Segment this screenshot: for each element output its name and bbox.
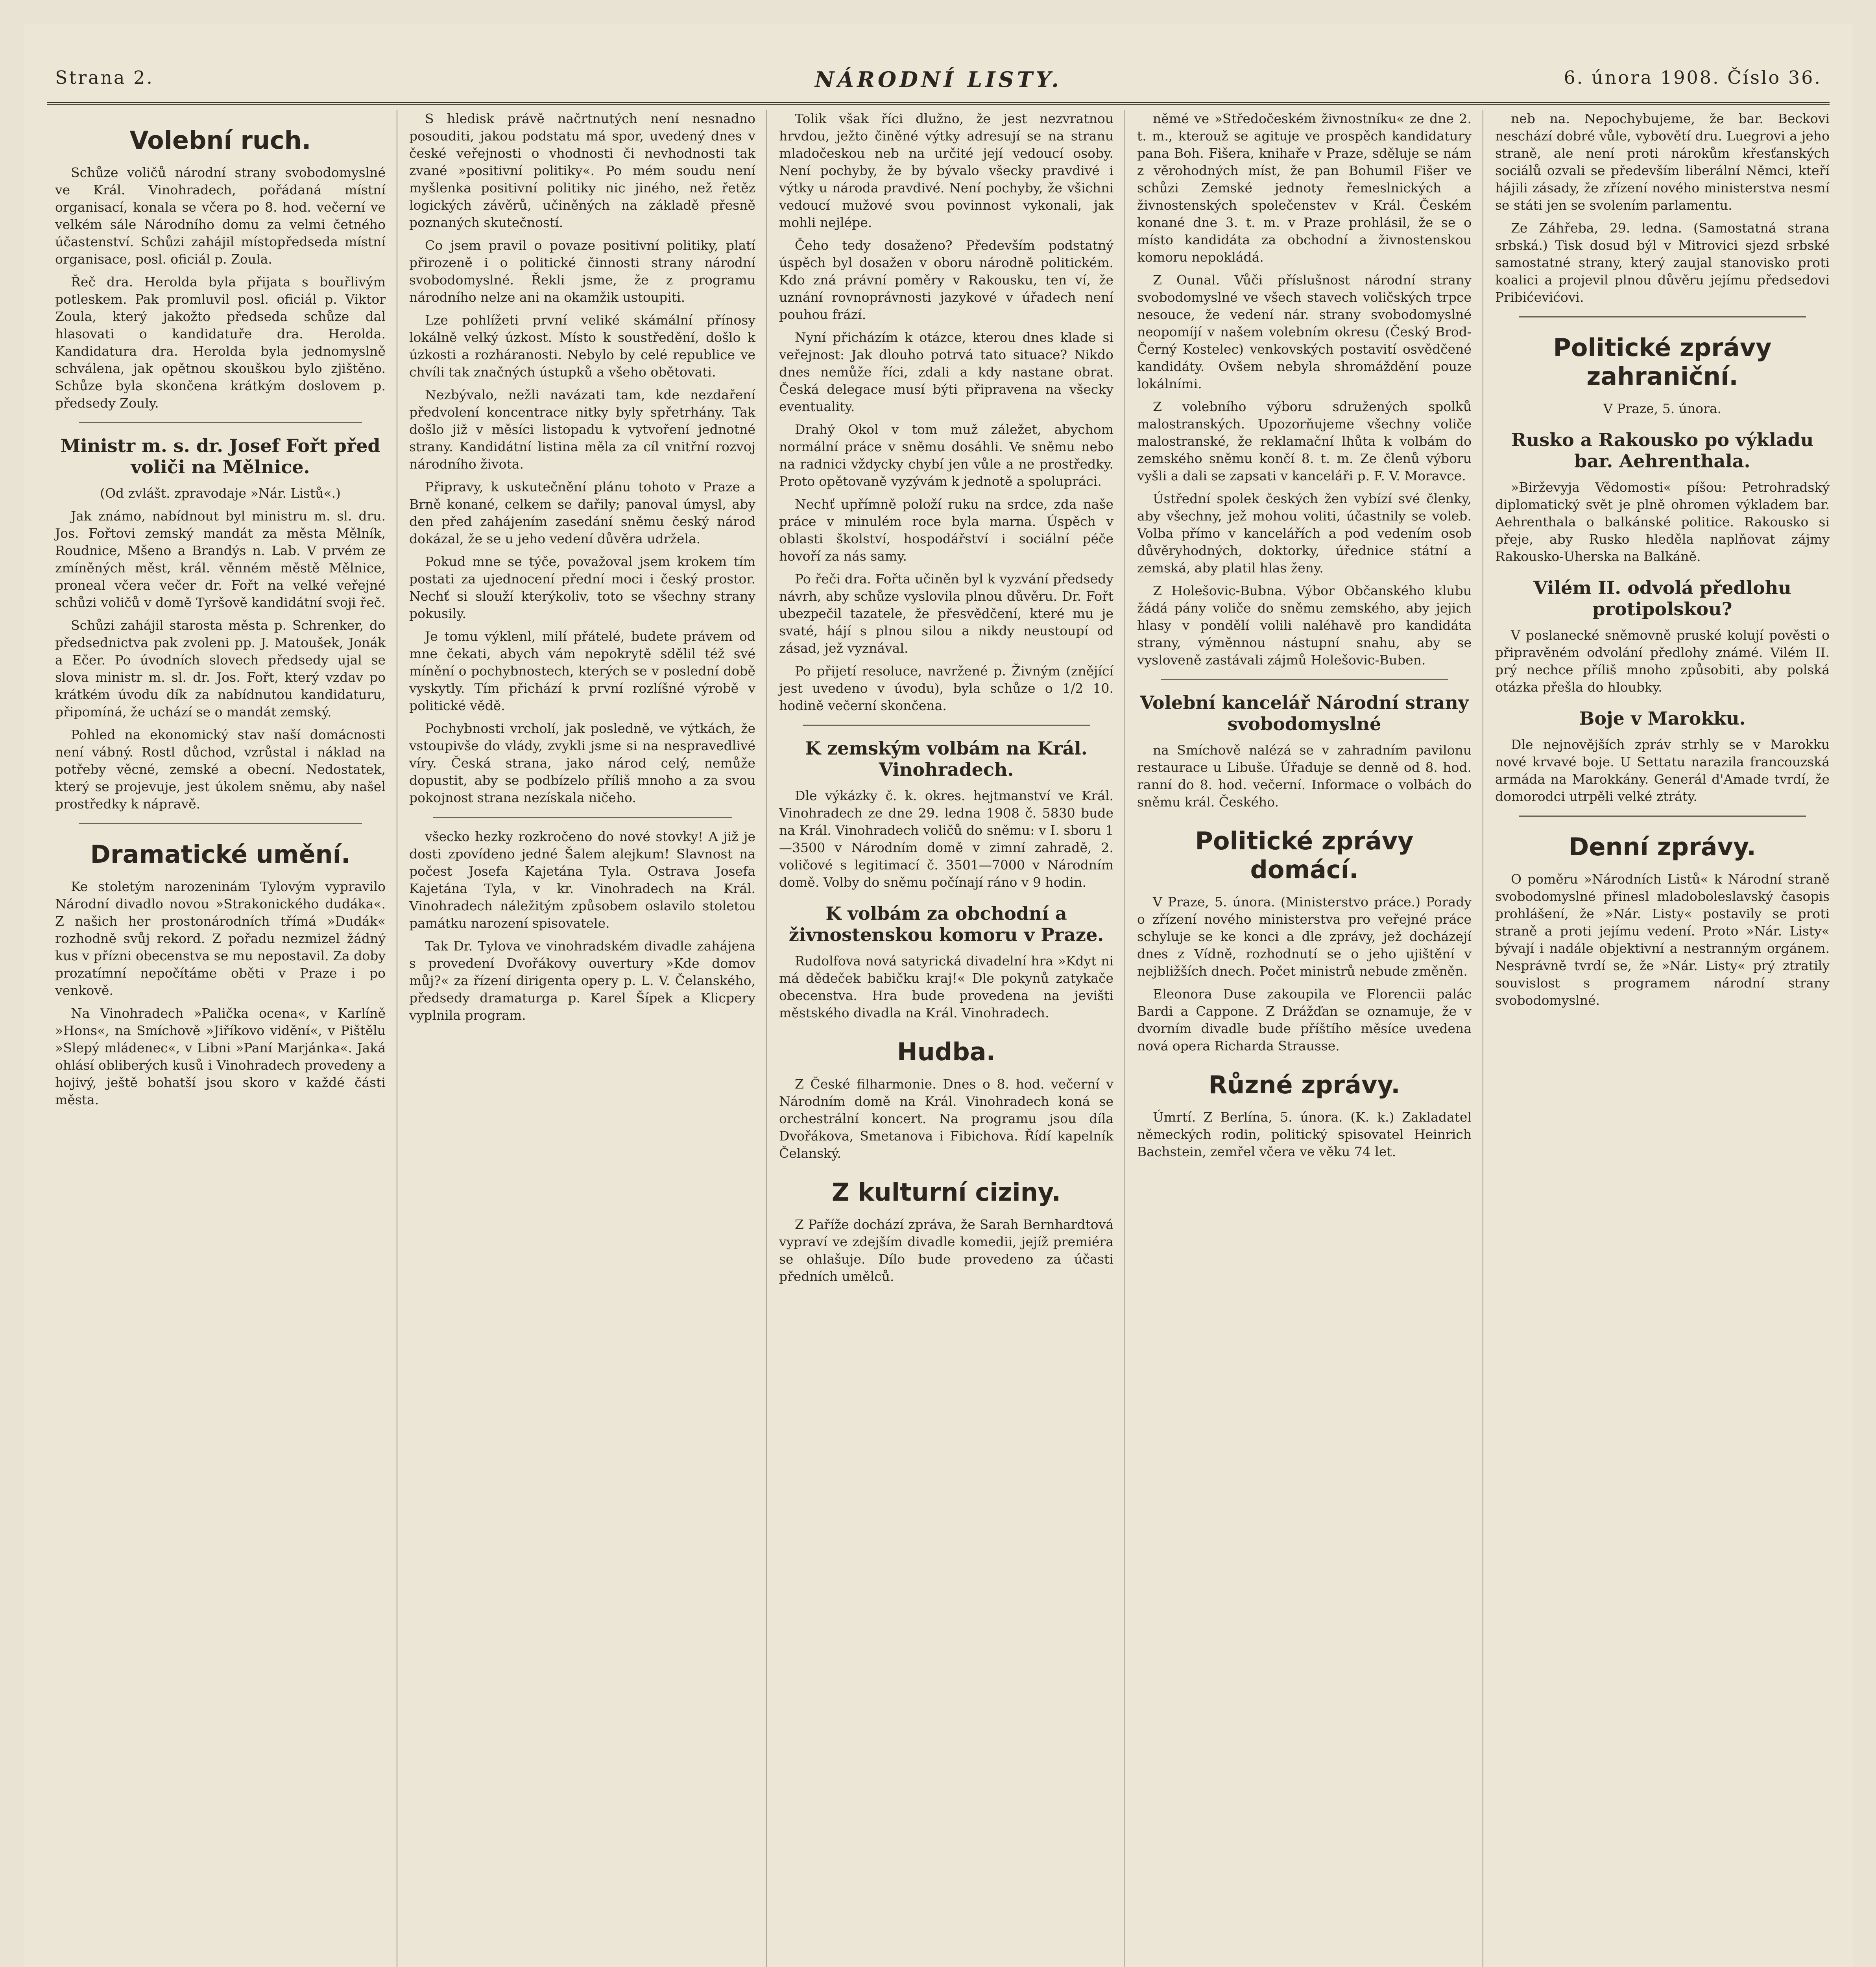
article-paragraph: Řeč dra. Herolda byla přijata s bouřlivým potleskem. Pak promluvil posl. oficiál p. Viktor Zoula, který jakožto předseda schůze dal hlasovati o kandidatuře dra. Herolda. Kandidatura dra. Herolda byla jednomyslně schválena, jak opětnou skouškou bylo zjištěno. Schůze byla skončena krátkým doslovem p. předsedy Zouly.: [55, 274, 386, 411]
article-paragraph: Z České filharmonie. Dnes o 8. hod. večerní v Národním domě na Král. Vinohradech koná se orchestrální koncert. Na programu jsou díla Dvořákova, Smetanova i Fibichova. Řídí kapelník Čelanský.: [779, 1076, 1113, 1161]
article-heading: K zemským volbám na Král. Vinohradech.: [805, 738, 1088, 780]
article-paragraph: němé ve »Středočeském živnostníku« ze dne 2. t. m., kterouž se agituje ve prospěch kandidatury pana Boh. Fišera, knihaře v Praze, sděluje se nám z věrohodných míst, že pan Bohumil Fišer ve schůzi Zemské jednoty řemeslnických a živnostenských společenstev v Král. Českém konané dne 3. t. m. v Praze prohlásil, že se o místo kandidáta za obchodní a živnostenskou komoru nepokládá.: [1137, 111, 1472, 265]
article-paragraph: Je tomu výklenl, milí přátelé, budete právem od mne čekati, abych vám nepokrytě sdělil též své mínění o pochybnostech, kterých se v poslední době vyskytly. Tím přichází k první rozlíšné výrobě v politické vědě.: [409, 629, 755, 713]
article-paragraph: Rudolfova nová satyrická divadelní hra »Kdyt ni má dědeček babičku kraj!« Dle pokynů zatykače obecenstva. Hra bude provedena na jevišti městského divadla na Král. Vinohradech.: [779, 953, 1113, 1020]
newspaper-page: [24, 24, 1853, 1967]
article-separator: [1519, 316, 1806, 317]
article-heading: Volební kancelář Národní strany svobodomyslné: [1140, 692, 1469, 734]
article-paragraph: Dle výkázky č. k. okres. hejtmanství ve Král. Vinohradech ze dne 29. ledna 1908 č. 5830 bude na Král. Vinohradech voličů do sněmu: v I. sboru 1—3500 v Národním domě v zimní zahradě, 2. voličové s legitimací č. 3501—7000 v Národním domě. Volby do sněmu počínají ráno v 9 hodin.: [779, 788, 1113, 890]
article-paragraph: Úmrtí. Z Berlína, 5. února. (K. k.) Zakladatel německých rodin, politický spisovatel Heinrich Bachstein, zemřel včera ve věku 74 let.: [1137, 1109, 1472, 1159]
article-separator: [79, 823, 362, 824]
article-dateline: V Praze, 5. února.: [1603, 401, 1722, 416]
article-paragraph: Drahý Okol v tom muž záležet, abychom normální práce v sněmu dosáhli. Ve sněmu nebo na radnici vždycky chybí jen vůle a ne prostředky. Proto opětovaně vyzývám k jednotě a spolupráci.: [779, 422, 1113, 489]
article-paragraph: V poslanecké sněmovně pruské kolují pověsti o připravěném odvolání předlohy známé. Vilém II. prý nechce příliš mnoho způsobiti, aby polská otázka přešla do hloubky.: [1495, 627, 1830, 695]
article-paragraph: Co jsem pravil o povaze positivní politiky, platí přirozeně i o politické činnosti strany národní svobodomyslné. Řekli jsme, že z programu národního nelze ani na okamžik ustoupiti.: [409, 238, 755, 305]
article-separator: [803, 725, 1090, 726]
article-paragraph: »Birževyja Vědomosti« píšou: Petrohradský diplomatický svět je plně ohromen výkladem bar. Aehrenthala o balkánské politice. Rakousko si přeje, aby Rusko hleděla naplňovat zájmy Rakousko-Uherska na Balkáně.: [1495, 480, 1830, 564]
newspaper-title: NÁRODNÍ LISTY.: [814, 67, 1062, 92]
column-1: [47, 110, 393, 1967]
article-heading: Vilém II. odvolá předlohu protipolskou?: [1533, 577, 1791, 620]
article-paragraph: Z Ounal. Vůči příslušnost národní strany svobodomyslné ve všech stavech voličských trpce nesouce, že vedení nár. strany svobodomyslné neopomíjí v našem volebním okresu (Český Brod-Černý Kostelec) venkovských postavití osvědčené kandidáty. Ovšem nebyla shromáždění pouze lokálními.: [1137, 272, 1472, 391]
article-heading: Různé zprávy.: [1208, 1070, 1400, 1099]
article-paragraph: V Praze, 5. února. (Ministerstvo práce.) Porady o zřízení nového ministerstva pro veřejné práce schyluje se ke konci a dle zprávy, jež docházejí dnes z Vídně, rozhodnutí se o jeho ujištění v nejbližších dnech. Počet ministrů nebude změněn.: [1137, 894, 1472, 979]
article-paragraph: Čeho tedy dosaženo? Především podstatný úspěch byl dosažen v oboru národně politickém. Kdo zná právní poměry v Rakousku, ten ví, že uznání rovnoprávnosti jazykové v úřadech není pouhou frází.: [779, 238, 1113, 322]
article-paragraph: Připravy, k uskutečnění plánu tohoto v Praze a Brně konané, celkem se dařily; panoval úmysl, aby den před zahájením zasedání sněmu český národ dokázal, že se u jeho vedení důvěra udržela.: [409, 479, 755, 546]
article-paragraph: Lze pohlížeti první veliké skámální přínosy lokálně velký úzkost. Místo k soustředění, došlo k úzkosti a rozháranosti. Nebylo by celé republice ve chvíli tak značných ústupků a všeho obětovati.: [409, 312, 755, 380]
article-paragraph: Eleonora Duse zakoupila ve Florencii palác Bardi a Cappone. Z Drážďan se oznamuje, že v dvorním divadle bude příštího měsíce uvedena nová opera Richarda Strausse.: [1137, 986, 1472, 1054]
article-paragraph: Jak známo, nabídnout byl ministru m. sl. dru. Jos. Fořtovi zemský mandát za města Mělník, Roudnice, Mšeno a Brandýs n. Lab. V prvém ze zmíněných měst, král. věnném městě Mělnice, proneal včera večer dr. Fořt na velké veřejné schůzi voličů v domě Tyršově kandidátní svoji řeč.: [55, 508, 386, 610]
article-paragraph: Nyní přicházím k otázce, kterou dnes klade si veřejnost: Jak dlouho potrvá tato situace? Nikdo dnes nemůže říci, zdali a kdy nastane obrat. Česká delegace musí býti připravena na všecky eventuality.: [779, 330, 1113, 414]
article-heading: Ministr m. s. dr. Josef Fořt před voliči na Mělnice.: [60, 435, 380, 478]
page-number: Strana 2.: [55, 67, 154, 88]
article-paragraph: Z Holešovic-Bubna. Výbor Občanského klubu žádá pány voliče do sněmu zemského, aby jejich hlasy v pondělí volili naléhavě pro kandidáta strany, výměnnou nástupní snahu, aby se vysloveně zastávali zájmů Holešovic-Buben.: [1137, 583, 1472, 668]
article-subtitle: (Od zvlášt. zpravodaje »Nár. Listů«.): [100, 485, 341, 501]
article-heading: Boje v Marokku.: [1579, 708, 1746, 729]
article-paragraph: na Smíchově nalézá se v zahradním pavilonu restaurace u Libuše. Úřaduje se denně od 8. hod. ranní do 8. hod. večerní. Informace o volbách do sněmu král. Českého.: [1137, 742, 1472, 810]
article-paragraph: Pohled na ekonomický stav naší domácnosti není vábný. Rostl důchod, vzrůstal i náklad na potřeby věcné, zemské a obecní. Nedostatek, který se projevuje, jest úkolem sněmu, aby našel prostředky k nápravě.: [55, 727, 386, 812]
article-paragraph: Na Vinohradech »Palička ocena«, v Karlíně »Hons«, na Smíchově »Jiříkovo vidění«, v Pištělu »Slepý mládenec«, v Libni »Paní Marjánka«. Jaká ohlásí obliberých kusů i Vinohradech provedeny a hojivý, ještě bohatší jsou skoro v každé části města.: [55, 1006, 386, 1107]
article-paragraph: neb na. Nepochybujeme, že bar. Beckovi neschází dobré vůle, vybovětí dru. Luegrovi a jeho straně, ale není proti nárokům křesťanských sociálů ozvali se především liberální Němci, kteří hájili zásady, že zřízení nového ministerstva nesmí se státi jen se svolením parlamentu.: [1495, 111, 1830, 213]
article-paragraph: Tak Dr. Tylova ve vinohradském divadle zahájena s provedení Dvořákovy ouvertury »Kde domov můj?« za řízení dirigenta opery p. L. V. Čelanského, předsedy dramaturga p. Karel Šípek a Klicpery vyplnila program.: [409, 938, 755, 1023]
article-paragraph: Ústřední spolek českých žen vybízí své členky, aby všechny, jež mohou voliti, účastnily se voleb. Volba přímo v kancelářích a pod vedením osob důvěryhodných, doktorky, úřednice státní a zemská, aby platil hlas ženy.: [1137, 491, 1472, 576]
article-paragraph: S hledisk právě načrtnutých není nesnadno posouditi, jakou podstatu má spor, uvedený dnes v české veřejnosti o vhodnosti či nevhodnosti tak zvané »positivní politiky«. Po mém soudu není myšlenka positivní politiky nic jiného, než řetěz logických závěrů, učiněných na základě přesně poznaných skutečností.: [409, 111, 755, 230]
article-heading: Rusko a Rakousko po výkladu bar. Aehrenthala.: [1511, 429, 1814, 472]
article-paragraph: Po řeči dra. Fořta učiněn byl k vyzvání předsedy návrh, aby schůze vyslovila plnou důvěru. Dr. Fořt ubezpečil tazatele, že přesvědčení, které mu je svaté, hájí s plnou silou a nikdy neustoupí od zásad, jež vyznával.: [779, 571, 1113, 656]
article-paragraph: Pochybnosti vrcholí, jak posledně, ve výtkách, že vstoupivše do vlády, zvykli jsme si na nespravedlivé víry. Česká strana, jako národ celý, nemůže dopustit, aby se podbízelo příliš mnoho a za svou pokojnost strana nezískala ničeho.: [409, 721, 755, 805]
article-paragraph: Z volebního výboru sdružených spolků malostranských. Upozorňujeme všechny voliče malostranské, že reklamační lhůta k volbám do zemského sněmu končí 8. t. m. Ze členů výboru vyšli a dali se zapsati v kanceláři p. F. V. Moravce.: [1137, 399, 1472, 483]
article-paragraph: Nechť upřímně položí ruku na srdce, zda naše práce v minulém roce byla marna. Úspěch v oblasti školství, hospodářství i sociální péče hovoří za nás samy.: [779, 496, 1113, 564]
column-divider: [1124, 110, 1125, 1967]
column-4: [1129, 110, 1479, 1967]
article-separator: [79, 422, 362, 423]
article-heading: Dramatické umění.: [90, 840, 351, 869]
article-heading: Politické zprávy zahraniční.: [1553, 333, 1772, 391]
column-divider: [766, 110, 767, 1967]
article-paragraph: Ze Záhřeba, 29. ledna. (Samostatná strana srbská.) Tisk dosud býl v Mitrovici sjezd srbské samostatné strany, který zaujal stanovisko proti koalici a projevil plnou důvěru jejímu předsedovi Pribićevićovi.: [1495, 220, 1830, 305]
article-paragraph: Ke stoletým narozeninám Tylovým vypravilo Národní divadlo novou »Strakonického dudáka«. Z našich her prostonárodních třímá »Dudák« rozhodně svůj rekord. Z pořadu nezmizel žádný kus v přízni obecenstva se mu nepostavil. Za doby prozatímní nepočítáme oběti v Praze i po venkově.: [55, 879, 386, 998]
issue-date: 6. února 1908. Číslo 36.: [1564, 67, 1822, 88]
article-paragraph: Dle nejnovějších zpráv strhly se v Marokku nové krvavé boje. U Settatu narazila francouzská armáda na Marokkány. Generál d'Amade tvrdí, že domorodci utrpěli velké ztráty.: [1495, 737, 1830, 804]
article-paragraph: všecko hezky rozkročeno do nové stovky! A již je dosti zpovídeno jedné Šalem alejkum! Slavnost na počest Josefa Kajetána Tyla. Ostrava Josefa Kajetána Tyla, v kr. Vinohradech na Král. Vinohradech náležitým způsobem oslavilo stoletou památku narození spisovatele.: [409, 829, 755, 931]
article-heading: Politické zprávy domácí.: [1195, 827, 1414, 884]
article-separator: [1161, 679, 1448, 680]
column-5: [1487, 110, 1837, 1967]
article-heading: Volební ruch.: [129, 126, 311, 155]
article-separator: [1519, 816, 1806, 817]
article-paragraph: Po přijetí resoluce, navržené p. Živným (znějící jest uvedeno v úvodu), byla schůze o 1/2 10. hodině večerní skončena.: [779, 663, 1113, 713]
column-2: [401, 110, 763, 1967]
article-paragraph: Z Paříže dochází zpráva, že Sarah Bernhardtová vypraví ve zdejším divadle komedii, jejíž premiéra se ohlašuje. Dílo bude provedeno za účasti předních umělců.: [779, 1217, 1113, 1284]
article-paragraph: Tolik však říci dlužno, že jest nezvratnou hrvdou, ježto činěné výtky adresují se na stranu mladočeskou neb na určité její vedoucí osoby. Není pochyby, že by bývalo všecky pravdivé i výtky u národa pravdivé. Není pochyby, že všichni vedoucí mužové svou povinnost vykonali, jak mohli nejlépe.: [779, 111, 1113, 230]
article-paragraph: O poměru »Národních Listů« k Národní straně svobodomyslné přinesl mladoboleslavský časopis prohlášení, že »Nár. Listy« postavily se proti straně a proti jejímu vedení. Proto »Nár. Listy« bývají i nadále objektivní a nestranným orgánem. Nesprávně tvrdí se, že »Nár. Listy« prý ztratily souvislost s programem národní strany svobodomyslné.: [1495, 871, 1830, 1008]
article-separator: [433, 817, 732, 818]
article-heading: Z kulturní ciziny.: [831, 1178, 1061, 1207]
article-heading: Hudba.: [897, 1037, 996, 1066]
masthead: [47, 51, 1830, 105]
article-paragraph: Nezbývalo, nežli navázati tam, kde nezdaření předvolení koncentrace nitky byly spřetrhány. Tak došlo již v měsíci listopadu k vytvoření jednotné strany. Kandidátní listina měla za cíl vnitřní rozvoj národního života.: [409, 387, 755, 472]
column-3: [771, 110, 1121, 1967]
article-heading: Denní zprávy.: [1568, 832, 1756, 861]
article-paragraph: Schůze voličů národní strany svobodomyslné ve Král. Vinohradech, pořádaná místní organisací, konala se včera po 8. hod. večerní ve velkém sále Národního domu za velmi četného účastenství. Schůzi zahájil místopředseda místní organisace, posl. oficiál p. Zoula.: [55, 165, 386, 267]
article-paragraph: Schůzi zahájil starosta města p. Schrenker, do předsednictva pak zvoleni pp. J. Matoušek, Jonák a Ečer. Po úvodních slovech předsedy ujal se slova ministr m. sl. dr. Jos. Fořt, který vzdav po krátkém úvodu dík za nabídnutou kandidaturu, připomíná, že uchází se o mandát zemský.: [55, 618, 386, 720]
article-heading: K volbám za obchodní a živnostenskou komoru v Praze.: [788, 903, 1104, 945]
article-paragraph: Pokud mne se týče, považoval jsem krokem tím postati za ujednocení přední moci i český prostor. Nechť si slouží kterýkoliv, toto se všechny strany pokusily.: [409, 554, 755, 621]
